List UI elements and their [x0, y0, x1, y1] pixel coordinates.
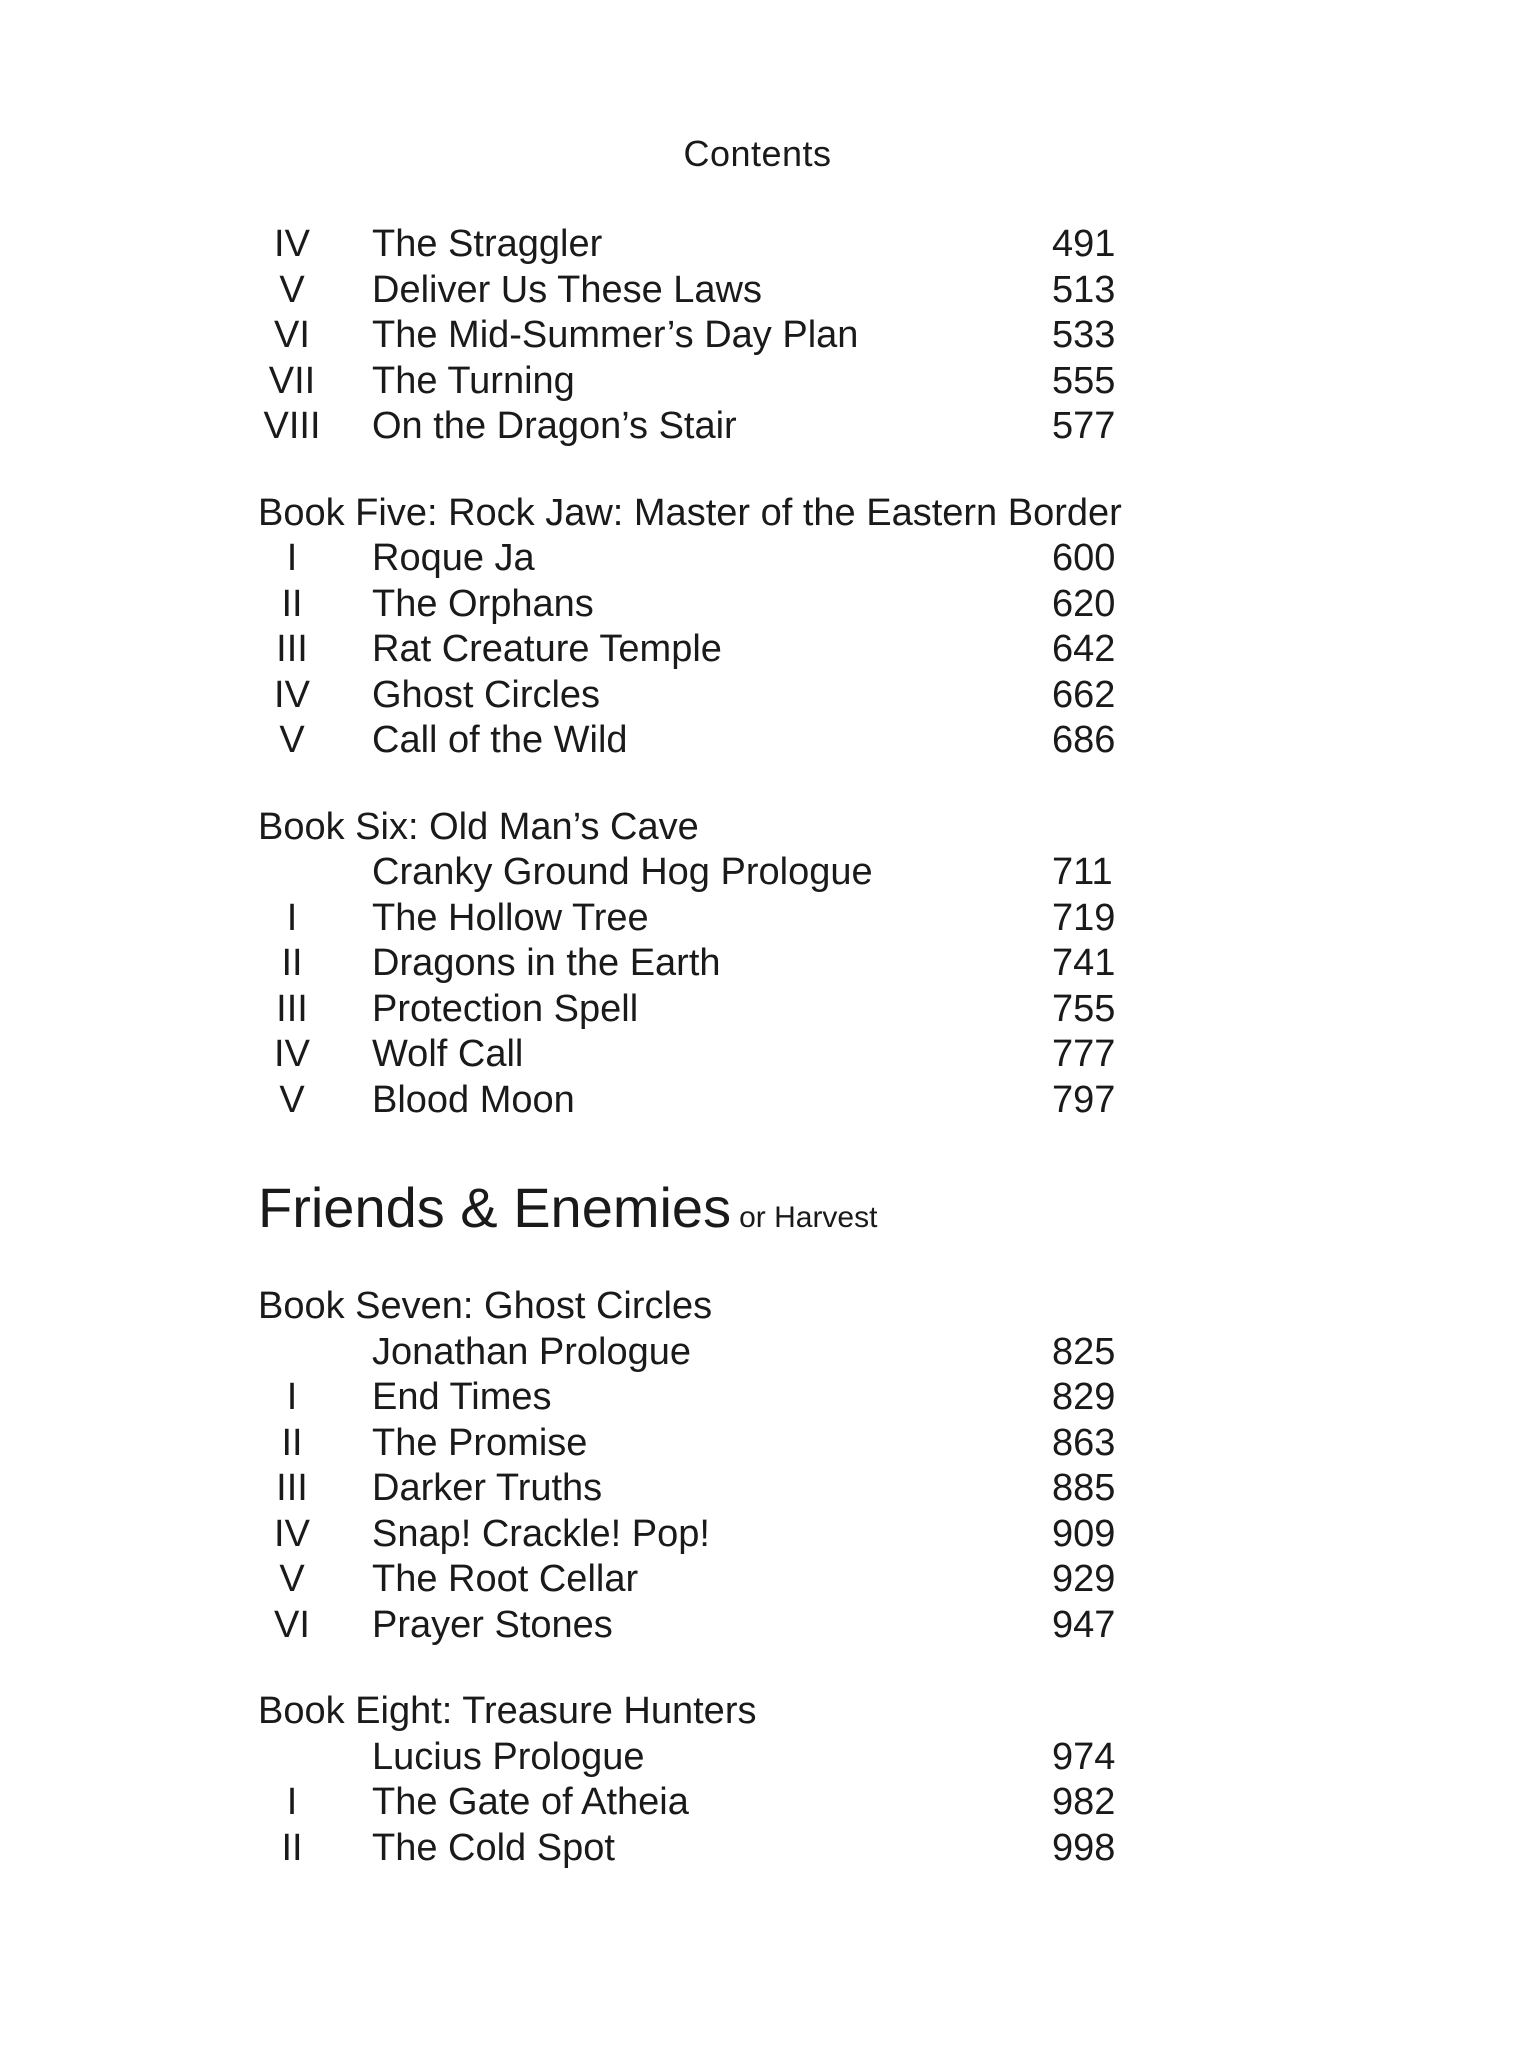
chapter-number: V: [279, 1558, 305, 1600]
page-number: 829: [1052, 1376, 1116, 1418]
toc-entry: [258, 582, 1118, 628]
toc-entry: [258, 1780, 1118, 1826]
chapter-title: Wolf Call: [372, 1033, 524, 1075]
chapter-title: Blood Moon: [372, 1078, 575, 1121]
chapter-title: End Times: [372, 1376, 552, 1418]
page-number: 686: [1052, 719, 1116, 761]
chapter-number: VIII: [263, 405, 321, 447]
toc-entry: [258, 268, 1118, 314]
toc-entry: [258, 1421, 1118, 1467]
chapter-title: Dragons in the Earth: [372, 942, 721, 984]
chapter-number: IV: [274, 223, 310, 265]
toc-entry: [258, 896, 1118, 942]
page-number: 555: [1052, 359, 1116, 402]
book-six-section: [258, 805, 1118, 1124]
page-number: 719: [1052, 896, 1116, 939]
page-number: 513: [1052, 268, 1116, 311]
page-number: 863: [1052, 1421, 1116, 1464]
page-number: 777: [1052, 1033, 1116, 1075]
toc-entry: [258, 1375, 1118, 1421]
chapter-title: Snap! Crackle! Pop!: [372, 1512, 710, 1555]
chapter-number: II: [281, 582, 303, 625]
page-number: 998: [1052, 1826, 1116, 1869]
table-of-contents: [258, 222, 1122, 1871]
page-number: 974: [1052, 1735, 1116, 1778]
chapter-number: III: [276, 628, 308, 670]
chapter-number: IV: [274, 1033, 310, 1075]
toc-entry: [258, 850, 1118, 896]
chapter-number: III: [276, 1467, 308, 1509]
page-number: 600: [1052, 537, 1116, 579]
chapter-number: II: [281, 1826, 303, 1869]
chapter-number: V: [279, 1078, 305, 1121]
chapter-title: The Root Cellar: [372, 1558, 639, 1600]
toc-entry: [258, 673, 1118, 719]
page-number: 491: [1052, 223, 1116, 265]
toc-entry: [258, 941, 1118, 987]
chapter-title: Deliver Us These Laws: [372, 268, 763, 311]
page-number: 741: [1052, 942, 1116, 984]
part-heading: [258, 1173, 1118, 1243]
chapter-title: The Cold Spot: [372, 1826, 615, 1869]
chapter-number: IV: [274, 1512, 310, 1555]
chapter-number: I: [286, 537, 298, 579]
chapter-title: The Gate of Atheia: [372, 1781, 689, 1823]
page-number: 909: [1052, 1512, 1116, 1555]
page-number: 533: [1052, 314, 1116, 356]
toc-entry: [258, 536, 1118, 582]
chapter-title: Lucius Prologue: [372, 1735, 645, 1778]
toc-entry: [258, 313, 1118, 359]
page-number: 577: [1052, 405, 1116, 447]
chapter-title: The Orphans: [372, 582, 594, 625]
chapter-title: The Promise: [372, 1421, 588, 1464]
book-eight-section: [258, 1689, 1118, 1871]
book-seven-section: [258, 1284, 1118, 1648]
page-number: 797: [1052, 1078, 1116, 1121]
toc-entry: [258, 987, 1118, 1033]
chapter-number: VII: [268, 359, 316, 402]
chapter-title: The Straggler: [372, 223, 603, 265]
chapter-number: IV: [274, 673, 310, 716]
toc-entry: [258, 1557, 1118, 1603]
chapter-number: V: [279, 268, 305, 311]
chapter-number: VI: [274, 1603, 310, 1646]
page-number: 642: [1052, 628, 1116, 670]
chapter-title: The Mid-Summer’s Day Plan: [372, 314, 859, 356]
part-title: Friends & Enemies: [258, 1176, 732, 1239]
page-number: 929: [1052, 1558, 1116, 1600]
chapter-number: VI: [274, 314, 310, 356]
chapter-list-continued: [258, 222, 1118, 450]
chapter-number: I: [286, 896, 298, 939]
chapter-title: Prayer Stones: [372, 1603, 613, 1646]
page-number: 662: [1052, 673, 1116, 716]
chapter-number: V: [279, 719, 305, 761]
chapter-title: Call of the Wild: [372, 719, 628, 761]
chapter-title: The Turning: [372, 359, 575, 402]
book-heading: Book Eight: Treasure Hunters: [258, 1690, 757, 1732]
toc-entry: [258, 1512, 1118, 1558]
chapter-number: I: [286, 1781, 298, 1823]
toc-entry: [258, 1826, 1118, 1872]
page-number: 711: [1052, 851, 1113, 893]
page-number: 947: [1052, 1603, 1116, 1646]
toc-entry: [258, 1032, 1118, 1078]
page-number: 755: [1052, 987, 1116, 1030]
part-subtitle: or Harvest: [739, 1201, 878, 1234]
chapter-number: III: [276, 987, 308, 1030]
toc-entry: [258, 718, 1118, 764]
book-heading: Book Six: Old Man’s Cave: [258, 805, 699, 848]
book-heading: Book Seven: Ghost Circles: [258, 1285, 713, 1327]
toc-entry: [258, 1078, 1118, 1124]
chapter-number: I: [286, 1376, 298, 1418]
toc-entry: [258, 1735, 1118, 1781]
toc-entry: [258, 222, 1118, 268]
book-five-section: [258, 491, 1122, 764]
page-number: 982: [1052, 1781, 1116, 1823]
chapter-title: Darker Truths: [372, 1467, 603, 1509]
toc-entry: [258, 404, 1118, 450]
chapter-title: Rat Creature Temple: [372, 628, 722, 670]
book-heading: Book Five: Rock Jaw: Master of the Eastern Border: [258, 491, 1122, 534]
chapter-title: Protection Spell: [372, 987, 639, 1030]
page-number: 825: [1052, 1330, 1116, 1373]
toc-entry: [258, 359, 1118, 405]
chapter-title: Cranky Ground Hog Prologue: [372, 851, 873, 893]
chapter-title: On the Dragon’s Stair: [372, 405, 737, 447]
chapter-title: Jonathan Prologue: [372, 1330, 692, 1373]
toc-entry: [258, 1603, 1118, 1649]
chapter-number: II: [281, 942, 303, 984]
chapter-title: Roque Ja: [372, 537, 535, 579]
toc-entry: [258, 627, 1118, 673]
chapter-title: Ghost Circles: [372, 673, 601, 716]
page-number: 620: [1052, 582, 1116, 625]
chapter-number: II: [281, 1421, 303, 1464]
toc-entry: [258, 1466, 1118, 1512]
page-title: Contents: [683, 133, 832, 174]
chapter-title: The Hollow Tree: [372, 896, 649, 939]
page-number: 885: [1052, 1467, 1116, 1509]
toc-entry: [258, 1330, 1118, 1376]
